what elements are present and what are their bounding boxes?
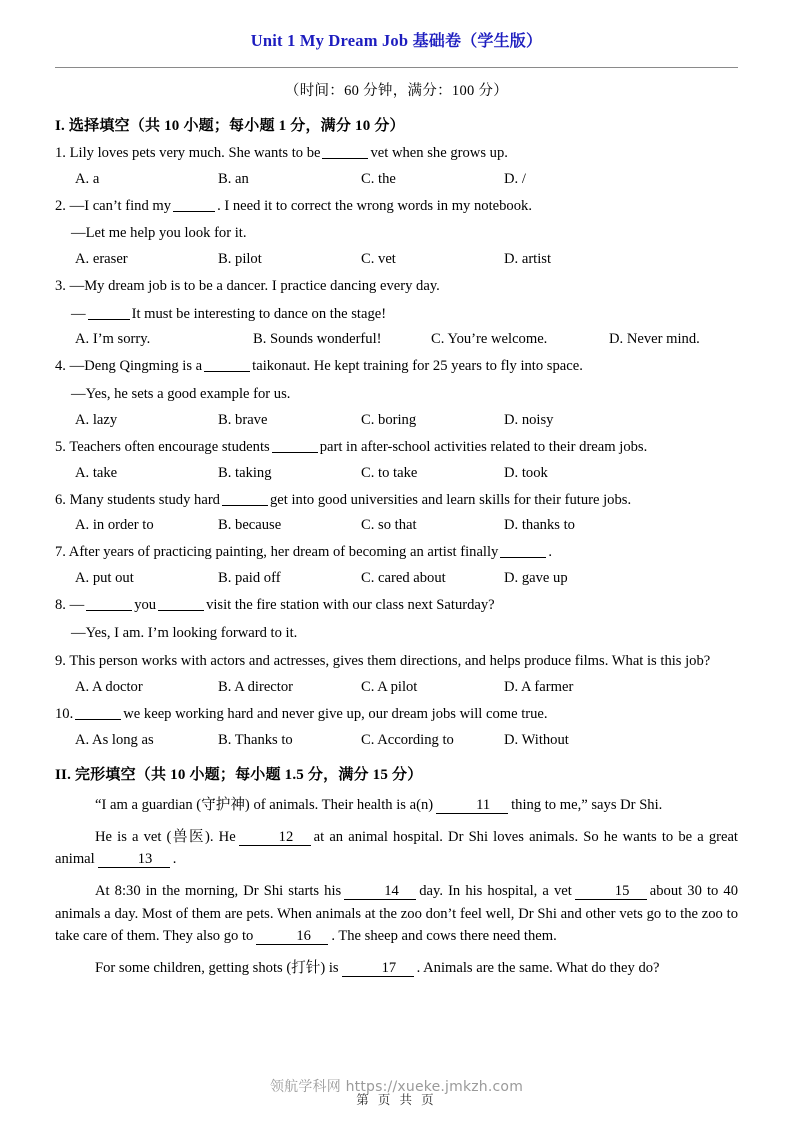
option-b[interactable]: B. Sounds wonderful! <box>253 331 382 348</box>
option-a[interactable]: A. a <box>75 170 100 187</box>
option-c[interactable]: C. the <box>361 170 396 187</box>
option-a[interactable]: A. lazy <box>75 411 118 428</box>
option-a[interactable]: A. take <box>75 464 118 481</box>
question-3-stem: 3. —My dream job is to be a dancer. I practice dancing every day. <box>55 277 440 294</box>
cloze-blank-13[interactable]: 13 <box>98 851 170 868</box>
question-7-stem <box>55 542 738 563</box>
question-7-options <box>55 570 738 587</box>
question-4 <box>55 356 738 428</box>
cloze-text: thing to me,” says Dr Shi. <box>511 796 663 813</box>
option-b[interactable]: B. because <box>218 517 282 534</box>
question-3-options <box>55 331 738 348</box>
cloze-blank-11[interactable]: 11 <box>436 797 508 814</box>
option-c[interactable]: C. so that <box>361 517 417 534</box>
cloze-blank-16[interactable]: 16 <box>256 928 328 945</box>
answer-blank[interactable] <box>272 437 318 453</box>
cloze-text: . The sheep and cows there need them. <box>331 927 557 944</box>
section-heading-cloze: II. 完形填空（共 10 小题；每小题 1.5 分，满分 15 分） <box>55 766 423 783</box>
option-c[interactable]: C. boring <box>361 411 417 428</box>
answer-blank[interactable] <box>322 143 368 159</box>
question-1-options <box>55 171 738 188</box>
answer-blank[interactable] <box>86 595 132 611</box>
question-3-reply-post: It must be interesting to dance on the stage! <box>131 305 387 322</box>
question-2-stem-pre: 2. —I can’t find my <box>55 197 172 214</box>
question-4-options <box>55 412 738 429</box>
question-2-options <box>55 251 738 268</box>
question-1-stem-post: vet when she grows up. <box>370 144 508 161</box>
option-d[interactable]: D. Never mind. <box>609 331 700 348</box>
question-8-reply: —Yes, I am. I’m looking forward to it. <box>71 624 298 641</box>
cloze-text: At 8:30 in the morning, Dr Shi starts his <box>95 883 342 900</box>
option-d[interactable]: D. gave up <box>504 569 568 586</box>
question-10 <box>55 704 738 749</box>
question-2-reply: —Let me help you look for it. <box>71 225 247 242</box>
option-a[interactable]: A. eraser <box>75 250 128 267</box>
cloze-text: about 30 to 40 animals a day. Most of them are pets. When animals at the zoo don’t feel well, Dr Shi and other vets go to the zoo to take care of them. They also go to <box>55 883 738 944</box>
question-1 <box>55 143 738 188</box>
question-8-stem <box>55 595 738 616</box>
answer-blank[interactable] <box>500 543 546 559</box>
option-b[interactable]: B. Thanks to <box>218 731 293 748</box>
answer-blank[interactable] <box>75 705 121 721</box>
question-5 <box>55 437 738 482</box>
option-b[interactable]: B. A director <box>218 679 293 696</box>
cloze-paragraph-4 <box>55 957 738 979</box>
option-d[interactable]: D. took <box>504 464 548 481</box>
section-heading-multiple-choice: I. 选择填空（共 10 小题；每小题 1 分，满分 10 分） <box>55 117 405 134</box>
option-c[interactable]: C. You’re welcome. <box>431 331 548 348</box>
question-10-stem-pre: 10. <box>55 706 74 723</box>
answer-blank[interactable] <box>204 357 250 373</box>
option-d[interactable]: D. Without <box>504 731 569 748</box>
question-1-stem-pre: 1. Lily loves pets very much. She wants to be <box>55 144 321 161</box>
question-8-stem-post: visit the fire station with our class next Saturday? <box>206 596 495 613</box>
option-a[interactable]: A. in order to <box>75 517 154 534</box>
question-4-stem <box>55 356 738 377</box>
cloze-text: at an animal hospital. Dr Shi loves animals. So he wants to be a great animal <box>55 829 738 868</box>
question-5-options <box>55 465 738 482</box>
question-2-stem-post: . I need it to correct the wrong words in my notebook. <box>217 197 532 214</box>
cloze-text: “I am a guardian (守护神) of animals. Their health is a(n) <box>95 796 434 813</box>
question-10-options <box>55 732 738 749</box>
cloze-paragraph-2 <box>55 826 738 870</box>
option-a[interactable]: A. I’m sorry. <box>75 331 151 348</box>
cloze-text: . <box>172 851 177 868</box>
option-d[interactable]: D. noisy <box>504 411 554 428</box>
option-a[interactable]: A. As long as <box>75 731 154 748</box>
option-a[interactable]: A. put out <box>75 569 134 586</box>
question-8-stem-mid: you <box>134 596 157 613</box>
option-c[interactable]: C. to take <box>361 464 418 481</box>
question-7 <box>55 542 738 587</box>
answer-blank[interactable] <box>173 196 215 212</box>
option-a[interactable]: A. A doctor <box>75 679 143 696</box>
cloze-blank-15[interactable]: 15 <box>575 883 647 900</box>
question-10-stem <box>55 704 738 725</box>
option-c[interactable]: C. According to <box>361 731 454 748</box>
question-8 <box>55 595 738 643</box>
option-c[interactable]: C. vet <box>361 250 396 267</box>
question-2 <box>55 196 738 268</box>
exam-subtitle: （时间：60 分钟，满分：100 分） <box>284 82 509 99</box>
option-b[interactable]: B. pilot <box>218 250 262 267</box>
question-1-stem <box>55 143 738 164</box>
question-4-stem-post: taikonaut. He kept training for 25 years to fly into space. <box>252 358 583 375</box>
question-6 <box>55 490 738 535</box>
question-6-stem-post: get into good universities and learn skills for their future jobs. <box>269 491 632 508</box>
cloze-blank-14[interactable]: 14 <box>344 883 416 900</box>
page-number: 第 页 共 页 <box>356 1093 437 1107</box>
question-7-stem-pre: 7. After years of practicing painting, her dream of becoming an artist finally <box>55 544 499 561</box>
question-9 <box>55 651 738 696</box>
option-b[interactable]: B. taking <box>218 464 272 481</box>
option-c[interactable]: C. cared about <box>361 569 446 586</box>
cloze-text: day. In his hospital, a vet <box>419 883 572 900</box>
option-b[interactable]: B. an <box>218 170 249 187</box>
question-7-stem-post: . <box>548 544 552 561</box>
title-divider <box>55 67 738 68</box>
question-10-stem-post: we keep working hard and never give up, our dream jobs will come true. <box>123 706 548 723</box>
option-c[interactable]: C. A pilot <box>361 679 418 696</box>
site-watermark: 领航学科网 https://xueke.jmkzh.com <box>269 1079 524 1095</box>
option-d[interactable]: D. A farmer <box>504 679 574 696</box>
question-6-options <box>55 517 738 534</box>
option-d[interactable]: D. artist <box>504 250 552 267</box>
question-3-reply-pre: — <box>71 305 86 322</box>
question-2-stem <box>55 196 738 217</box>
question-3 <box>55 276 738 348</box>
question-8-stem-pre: 8. — <box>55 596 85 613</box>
option-d[interactable]: D. thanks to <box>504 517 575 534</box>
answer-blank[interactable] <box>158 595 204 611</box>
question-5-stem <box>55 437 738 458</box>
question-9-stem: 9. This person works with actors and actresses, gives them directions, and helps produce films. What is this job? <box>55 653 711 670</box>
cloze-paragraph-3 <box>55 880 738 947</box>
page-title-chinese: 基础卷（学生版） <box>412 33 543 50</box>
question-4-reply: —Yes, he sets a good example for us. <box>71 386 291 403</box>
option-b[interactable]: B. brave <box>218 411 268 428</box>
question-6-stem-pre: 6. Many students study hard <box>55 491 220 508</box>
answer-blank[interactable] <box>88 304 130 320</box>
option-d[interactable]: D. / <box>504 170 526 187</box>
page-title-english: Unit 1 My Dream Job <box>250 31 409 50</box>
question-9-options <box>55 679 738 696</box>
cloze-blank-17[interactable]: 17 <box>342 960 414 977</box>
answer-blank[interactable] <box>222 490 268 506</box>
question-3-reply <box>55 304 738 325</box>
question-5-stem-pre: 5. Teachers often encourage students <box>55 438 270 455</box>
cloze-blank-12[interactable]: 12 <box>239 829 311 846</box>
question-5-stem-post: part in after-school activities related to their dream jobs. <box>319 438 648 455</box>
question-4-stem-pre: 4. —Deng Qingming is a <box>55 358 203 375</box>
page-title <box>55 0 738 53</box>
option-b[interactable]: B. paid off <box>218 569 281 586</box>
cloze-text: . Animals are the same. What do they do? <box>416 959 660 976</box>
page-footer <box>0 1090 793 1108</box>
cloze-paragraph-1 <box>55 794 738 816</box>
question-6-stem <box>55 490 738 511</box>
cloze-text: He is a vet (兽医). He <box>95 829 236 846</box>
cloze-text: For some children, getting shots (打针) is <box>95 959 339 976</box>
